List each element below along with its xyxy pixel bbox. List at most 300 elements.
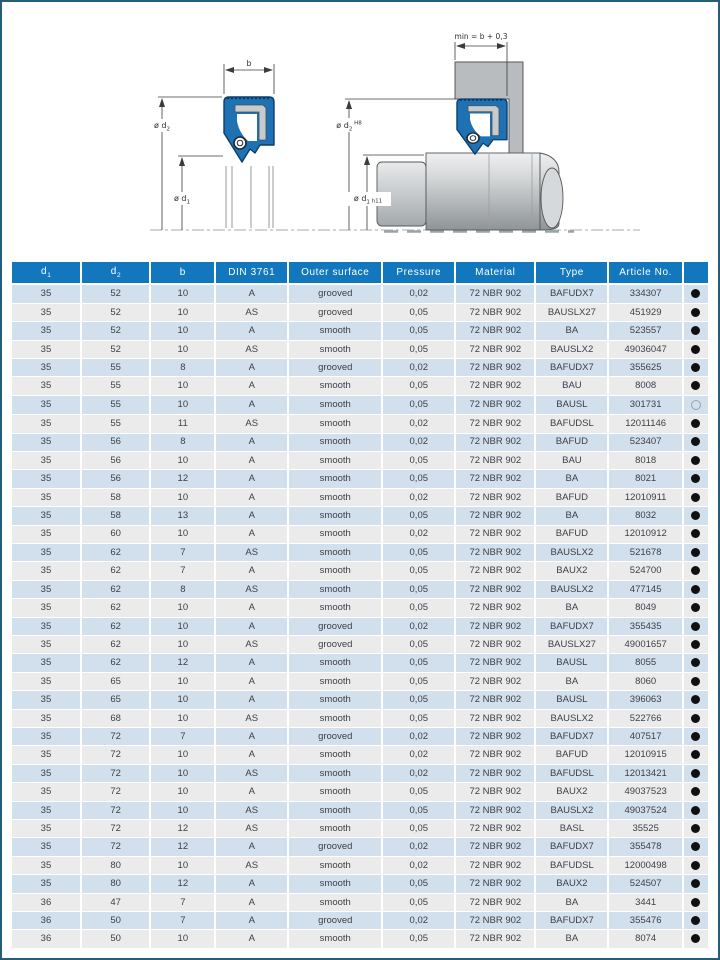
cell-material: 72 NBR 902 <box>455 672 535 690</box>
cell-din: A <box>215 322 288 340</box>
cell-pressure: 0,05 <box>382 562 455 580</box>
table-row <box>12 284 708 303</box>
table-row <box>12 820 708 838</box>
cell-material: 72 NBR 902 <box>455 580 535 598</box>
cell-material: 72 NBR 902 <box>455 284 535 303</box>
cell-type: BA <box>535 599 608 617</box>
availability-dot-filled <box>691 345 700 354</box>
cell-b: 11 <box>150 415 215 433</box>
cell-b: 10 <box>150 284 215 303</box>
cell-availability <box>683 875 708 893</box>
cell-material: 72 NBR 902 <box>455 764 535 782</box>
cell-din: A <box>215 893 288 911</box>
cell-b: 7 <box>150 728 215 746</box>
cell-availability <box>683 893 708 911</box>
cell-outer_surface: smooth <box>288 746 382 764</box>
cell-pressure: 0,05 <box>382 599 455 617</box>
cell-d2: 72 <box>81 801 151 819</box>
cell-availability <box>683 359 708 377</box>
cell-d2: 55 <box>81 395 151 414</box>
cell-article_no: 355625 <box>608 359 682 377</box>
cell-din: A <box>215 617 288 635</box>
table-row <box>12 395 708 414</box>
cell-article_no: 8032 <box>608 507 682 525</box>
cell-outer_surface: smooth <box>288 599 382 617</box>
cell-article_no: 396063 <box>608 691 682 709</box>
cell-pressure: 0,02 <box>382 525 455 543</box>
cell-type: BAUSLX27 <box>535 303 608 321</box>
cell-material: 72 NBR 902 <box>455 838 535 856</box>
cell-din: A <box>215 451 288 469</box>
cell-b: 10 <box>150 340 215 358</box>
availability-dot-filled <box>691 824 700 833</box>
cell-article_no: 524507 <box>608 875 682 893</box>
cell-b: 12 <box>150 875 215 893</box>
cell-availability <box>683 303 708 321</box>
cell-outer_surface: smooth <box>288 893 382 911</box>
cell-b: 8 <box>150 433 215 451</box>
cell-outer_surface: smooth <box>288 691 382 709</box>
technical-drawing <box>2 2 718 257</box>
cell-material: 72 NBR 902 <box>455 599 535 617</box>
cell-pressure: 0,02 <box>382 856 455 874</box>
cell-din: AS <box>215 303 288 321</box>
availability-dot-filled <box>691 677 700 686</box>
cell-d2: 72 <box>81 728 151 746</box>
cell-pressure: 0,05 <box>382 303 455 321</box>
cell-type: BASL <box>535 820 608 838</box>
cell-pressure: 0,05 <box>382 893 455 911</box>
table-row <box>12 507 708 525</box>
table-row <box>12 728 708 746</box>
cell-b: 10 <box>150 617 215 635</box>
cell-d1: 35 <box>12 322 81 340</box>
cell-article_no: 355435 <box>608 617 682 635</box>
cell-din: A <box>215 395 288 414</box>
table-row <box>12 783 708 801</box>
availability-dot-filled <box>691 658 700 667</box>
cell-outer_surface: grooved <box>288 728 382 746</box>
cell-outer_surface: smooth <box>288 395 382 414</box>
table-row <box>12 303 708 321</box>
cell-material: 72 NBR 902 <box>455 340 535 358</box>
cell-type: BAUX2 <box>535 875 608 893</box>
cell-type: BA <box>535 893 608 911</box>
cell-d2: 65 <box>81 691 151 709</box>
cell-outer_surface: smooth <box>288 801 382 819</box>
cell-d1: 35 <box>12 525 81 543</box>
availability-dot-filled <box>691 289 700 298</box>
availability-dot-filled <box>691 529 700 538</box>
cell-availability <box>683 764 708 782</box>
availability-dot-filled <box>691 695 700 704</box>
cell-d2: 72 <box>81 838 151 856</box>
cell-article_no: 12010912 <box>608 525 682 543</box>
cell-type: BA <box>535 322 608 340</box>
cell-d2: 58 <box>81 488 151 506</box>
cell-outer_surface: smooth <box>288 470 382 488</box>
cell-material: 72 NBR 902 <box>455 303 535 321</box>
table-header <box>12 262 708 284</box>
cell-pressure: 0,02 <box>382 728 455 746</box>
table-row <box>12 801 708 819</box>
cell-d2: 47 <box>81 893 151 911</box>
cell-availability <box>683 856 708 874</box>
cell-type: BAU <box>535 377 608 395</box>
cell-din: A <box>215 359 288 377</box>
cell-d1: 35 <box>12 838 81 856</box>
cell-pressure: 0,05 <box>382 654 455 672</box>
cell-d1: 35 <box>12 746 81 764</box>
cell-availability <box>683 672 708 690</box>
cell-outer_surface: smooth <box>288 525 382 543</box>
cell-pressure: 0,05 <box>382 783 455 801</box>
cell-material: 72 NBR 902 <box>455 820 535 838</box>
cell-din: AS <box>215 543 288 561</box>
cell-article_no: 12013421 <box>608 764 682 782</box>
cell-article_no: 8074 <box>608 930 682 949</box>
availability-dot-filled <box>691 640 700 649</box>
cell-outer_surface: grooved <box>288 303 382 321</box>
cell-pressure: 0,05 <box>382 451 455 469</box>
cell-pressure: 0,05 <box>382 470 455 488</box>
seal-dimension-table-wrap <box>12 262 708 949</box>
availability-dot-filled <box>691 750 700 759</box>
cell-material: 72 NBR 902 <box>455 543 535 561</box>
cell-pressure: 0,02 <box>382 838 455 856</box>
cell-pressure: 0,05 <box>382 543 455 561</box>
table-row <box>12 322 708 340</box>
cell-type: BA <box>535 672 608 690</box>
cell-availability <box>683 284 708 303</box>
table-row <box>12 746 708 764</box>
cell-d2: 62 <box>81 599 151 617</box>
availability-dot-filled <box>691 806 700 815</box>
cell-type: BA <box>535 930 608 949</box>
cell-material: 72 NBR 902 <box>455 359 535 377</box>
cell-material: 72 NBR 902 <box>455 856 535 874</box>
cell-outer_surface: smooth <box>288 340 382 358</box>
cell-d1: 35 <box>12 801 81 819</box>
table-row <box>12 930 708 949</box>
cell-d1: 35 <box>12 617 81 635</box>
column-header-article_no: Article No. <box>608 262 682 284</box>
cell-article_no: 8060 <box>608 672 682 690</box>
cell-din: A <box>215 838 288 856</box>
cell-availability <box>683 340 708 358</box>
cell-availability <box>683 820 708 838</box>
cell-d1: 35 <box>12 395 81 414</box>
cell-outer_surface: smooth <box>288 820 382 838</box>
cell-article_no: 523407 <box>608 433 682 451</box>
cell-d2: 62 <box>81 580 151 598</box>
cell-d2: 80 <box>81 856 151 874</box>
availability-dot-filled <box>691 898 700 907</box>
cell-type: BAFUDX7 <box>535 838 608 856</box>
cell-din: A <box>215 930 288 949</box>
cell-article_no: 49001657 <box>608 635 682 653</box>
cell-material: 72 NBR 902 <box>455 617 535 635</box>
cell-material: 72 NBR 902 <box>455 377 535 395</box>
cell-d1: 35 <box>12 856 81 874</box>
cell-d2: 52 <box>81 303 151 321</box>
cell-b: 10 <box>150 783 215 801</box>
seal-table <box>12 262 708 949</box>
dim-d2h8-label: ø $d_2$ H8 <box>336 120 362 133</box>
cell-outer_surface: smooth <box>288 488 382 506</box>
cell-article_no: 523557 <box>608 322 682 340</box>
cell-availability <box>683 377 708 395</box>
dim-d1-label: ø $d_1$ <box>173 194 191 206</box>
cell-b: 8 <box>150 580 215 598</box>
cell-b: 10 <box>150 764 215 782</box>
cell-b: 10 <box>150 691 215 709</box>
cell-material: 72 NBR 902 <box>455 728 535 746</box>
cell-outer_surface: smooth <box>288 433 382 451</box>
cell-outer_surface: smooth <box>288 654 382 672</box>
cell-article_no: 451929 <box>608 303 682 321</box>
cell-material: 72 NBR 902 <box>455 395 535 414</box>
cell-material: 72 NBR 902 <box>455 562 535 580</box>
table-row <box>12 562 708 580</box>
cell-article_no: 12010915 <box>608 746 682 764</box>
cell-article_no: 8008 <box>608 377 682 395</box>
cell-pressure: 0,05 <box>382 672 455 690</box>
cell-pressure: 0,05 <box>382 930 455 949</box>
cell-article_no: 8055 <box>608 654 682 672</box>
cell-material: 72 NBR 902 <box>455 709 535 727</box>
availability-dot-filled <box>691 842 700 851</box>
availability-dot-filled <box>691 787 700 796</box>
cell-d2: 56 <box>81 451 151 469</box>
table-row <box>12 451 708 469</box>
cell-b: 10 <box>150 599 215 617</box>
cell-pressure: 0,05 <box>382 377 455 395</box>
table-row <box>12 635 708 653</box>
cell-article_no: 49037524 <box>608 801 682 819</box>
cell-outer_surface: smooth <box>288 709 382 727</box>
cell-din: A <box>215 691 288 709</box>
availability-dot-filled <box>691 363 700 372</box>
cell-pressure: 0,02 <box>382 359 455 377</box>
cell-d2: 68 <box>81 709 151 727</box>
cell-type: BAUSLX2 <box>535 709 608 727</box>
table-row <box>12 617 708 635</box>
cell-article_no: 477145 <box>608 580 682 598</box>
cell-din: AS <box>215 856 288 874</box>
table-row <box>12 415 708 433</box>
cell-din: A <box>215 672 288 690</box>
cell-din: A <box>215 912 288 930</box>
cell-type: BAUSLX27 <box>535 635 608 653</box>
cell-din: AS <box>215 801 288 819</box>
cell-material: 72 NBR 902 <box>455 470 535 488</box>
cell-b: 7 <box>150 912 215 930</box>
cell-d1: 35 <box>12 284 81 303</box>
cell-b: 12 <box>150 820 215 838</box>
cell-b: 10 <box>150 488 215 506</box>
column-header-type: Type <box>535 262 608 284</box>
cell-outer_surface: smooth <box>288 930 382 949</box>
cell-availability <box>683 451 708 469</box>
cell-b: 10 <box>150 672 215 690</box>
cell-pressure: 0,05 <box>382 875 455 893</box>
cell-availability <box>683 507 708 525</box>
cell-d1: 35 <box>12 691 81 709</box>
cell-article_no: 12010911 <box>608 488 682 506</box>
cell-material: 72 NBR 902 <box>455 433 535 451</box>
cell-d1: 35 <box>12 764 81 782</box>
cell-d1: 35 <box>12 507 81 525</box>
cell-material: 72 NBR 902 <box>455 488 535 506</box>
cell-d2: 52 <box>81 340 151 358</box>
table-row <box>12 359 708 377</box>
cell-availability <box>683 617 708 635</box>
cell-d1: 35 <box>12 451 81 469</box>
cell-b: 7 <box>150 562 215 580</box>
cell-din: A <box>215 433 288 451</box>
cell-availability <box>683 783 708 801</box>
cell-availability <box>683 709 708 727</box>
dim-d2-label: ø $d_2$ <box>153 121 171 133</box>
column-header-pressure: Pressure <box>382 262 455 284</box>
cell-material: 72 NBR 902 <box>455 635 535 653</box>
cell-d1: 35 <box>12 470 81 488</box>
table-row <box>12 893 708 911</box>
availability-dot-filled <box>691 326 700 335</box>
cell-article_no: 521678 <box>608 543 682 561</box>
table-row <box>12 433 708 451</box>
cell-material: 72 NBR 902 <box>455 783 535 801</box>
cell-b: 8 <box>150 359 215 377</box>
availability-dot-filled <box>691 456 700 465</box>
cell-outer_surface: smooth <box>288 875 382 893</box>
cell-material: 72 NBR 902 <box>455 654 535 672</box>
cell-type: BAFUDX7 <box>535 359 608 377</box>
cell-article_no: 407517 <box>608 728 682 746</box>
table-row <box>12 672 708 690</box>
cell-type: BAFUD <box>535 488 608 506</box>
cell-type: BAUSLX2 <box>535 543 608 561</box>
table-row <box>12 709 708 727</box>
cell-b: 10 <box>150 746 215 764</box>
availability-dot-filled <box>691 934 700 943</box>
dim-min-label: min = b + 0,3 <box>454 32 508 41</box>
cell-pressure: 0,02 <box>382 415 455 433</box>
cell-d1: 35 <box>12 488 81 506</box>
cell-type: BAFUD <box>535 525 608 543</box>
table-body <box>12 284 708 949</box>
cell-d2: 56 <box>81 433 151 451</box>
cell-d2: 62 <box>81 543 151 561</box>
cell-article_no: 49036047 <box>608 340 682 358</box>
cell-availability <box>683 470 708 488</box>
cell-type: BAFUD <box>535 433 608 451</box>
cell-d2: 55 <box>81 377 151 395</box>
cell-outer_surface: grooved <box>288 359 382 377</box>
table-row <box>12 580 708 598</box>
cell-pressure: 0,05 <box>382 820 455 838</box>
seal-cross-section-drawing <box>148 59 274 230</box>
cell-availability <box>683 543 708 561</box>
cell-b: 7 <box>150 543 215 561</box>
cell-d2: 55 <box>81 359 151 377</box>
availability-dot-filled <box>691 493 700 502</box>
cell-material: 72 NBR 902 <box>455 930 535 949</box>
cell-d1: 36 <box>12 893 81 911</box>
cell-b: 10 <box>150 451 215 469</box>
cell-pressure: 0,05 <box>382 801 455 819</box>
cell-b: 10 <box>150 377 215 395</box>
table-row <box>12 654 708 672</box>
cell-d2: 52 <box>81 322 151 340</box>
cell-d2: 62 <box>81 654 151 672</box>
cell-material: 72 NBR 902 <box>455 801 535 819</box>
cell-outer_surface: smooth <box>288 580 382 598</box>
seal-profile <box>224 97 274 162</box>
table-row <box>12 543 708 561</box>
cell-din: A <box>215 875 288 893</box>
cell-availability <box>683 728 708 746</box>
cell-outer_surface: smooth <box>288 672 382 690</box>
cell-b: 10 <box>150 322 215 340</box>
cell-type: BA <box>535 507 608 525</box>
cell-outer_surface: smooth <box>288 451 382 469</box>
cell-availability <box>683 838 708 856</box>
cell-din: A <box>215 488 288 506</box>
cell-d1: 35 <box>12 359 81 377</box>
cell-din: AS <box>215 635 288 653</box>
cell-pressure: 0,02 <box>382 488 455 506</box>
availability-dot-filled <box>691 714 700 723</box>
cell-type: BA <box>535 470 608 488</box>
cell-pressure: 0,05 <box>382 507 455 525</box>
shaft-main-section <box>426 153 540 230</box>
availability-dot-filled <box>691 474 700 483</box>
shaft-end-face <box>541 168 563 228</box>
cell-b: 10 <box>150 525 215 543</box>
cell-b: 13 <box>150 507 215 525</box>
cell-article_no: 8021 <box>608 470 682 488</box>
cell-b: 10 <box>150 801 215 819</box>
cell-pressure: 0,05 <box>382 709 455 727</box>
cell-material: 72 NBR 902 <box>455 691 535 709</box>
cell-din: A <box>215 599 288 617</box>
column-header-b: b <box>150 262 215 284</box>
cell-availability <box>683 654 708 672</box>
cell-pressure: 0,05 <box>382 340 455 358</box>
cell-d1: 35 <box>12 340 81 358</box>
cell-d2: 62 <box>81 562 151 580</box>
cell-material: 72 NBR 902 <box>455 875 535 893</box>
cell-b: 10 <box>150 303 215 321</box>
availability-dot-filled <box>691 879 700 888</box>
cell-din: AS <box>215 764 288 782</box>
availability-dot-filled <box>691 585 700 594</box>
table-row <box>12 838 708 856</box>
cell-availability <box>683 395 708 414</box>
cell-article_no: 355476 <box>608 912 682 930</box>
dim-d1h11-label: ø $d_1$ h11 <box>353 194 383 206</box>
cell-type: BAUX2 <box>535 562 608 580</box>
table-row <box>12 488 708 506</box>
cell-outer_surface: smooth <box>288 322 382 340</box>
cell-din: A <box>215 470 288 488</box>
cell-outer_surface: smooth <box>288 562 382 580</box>
cell-din: AS <box>215 580 288 598</box>
cell-availability <box>683 801 708 819</box>
cell-article_no: 8049 <box>608 599 682 617</box>
